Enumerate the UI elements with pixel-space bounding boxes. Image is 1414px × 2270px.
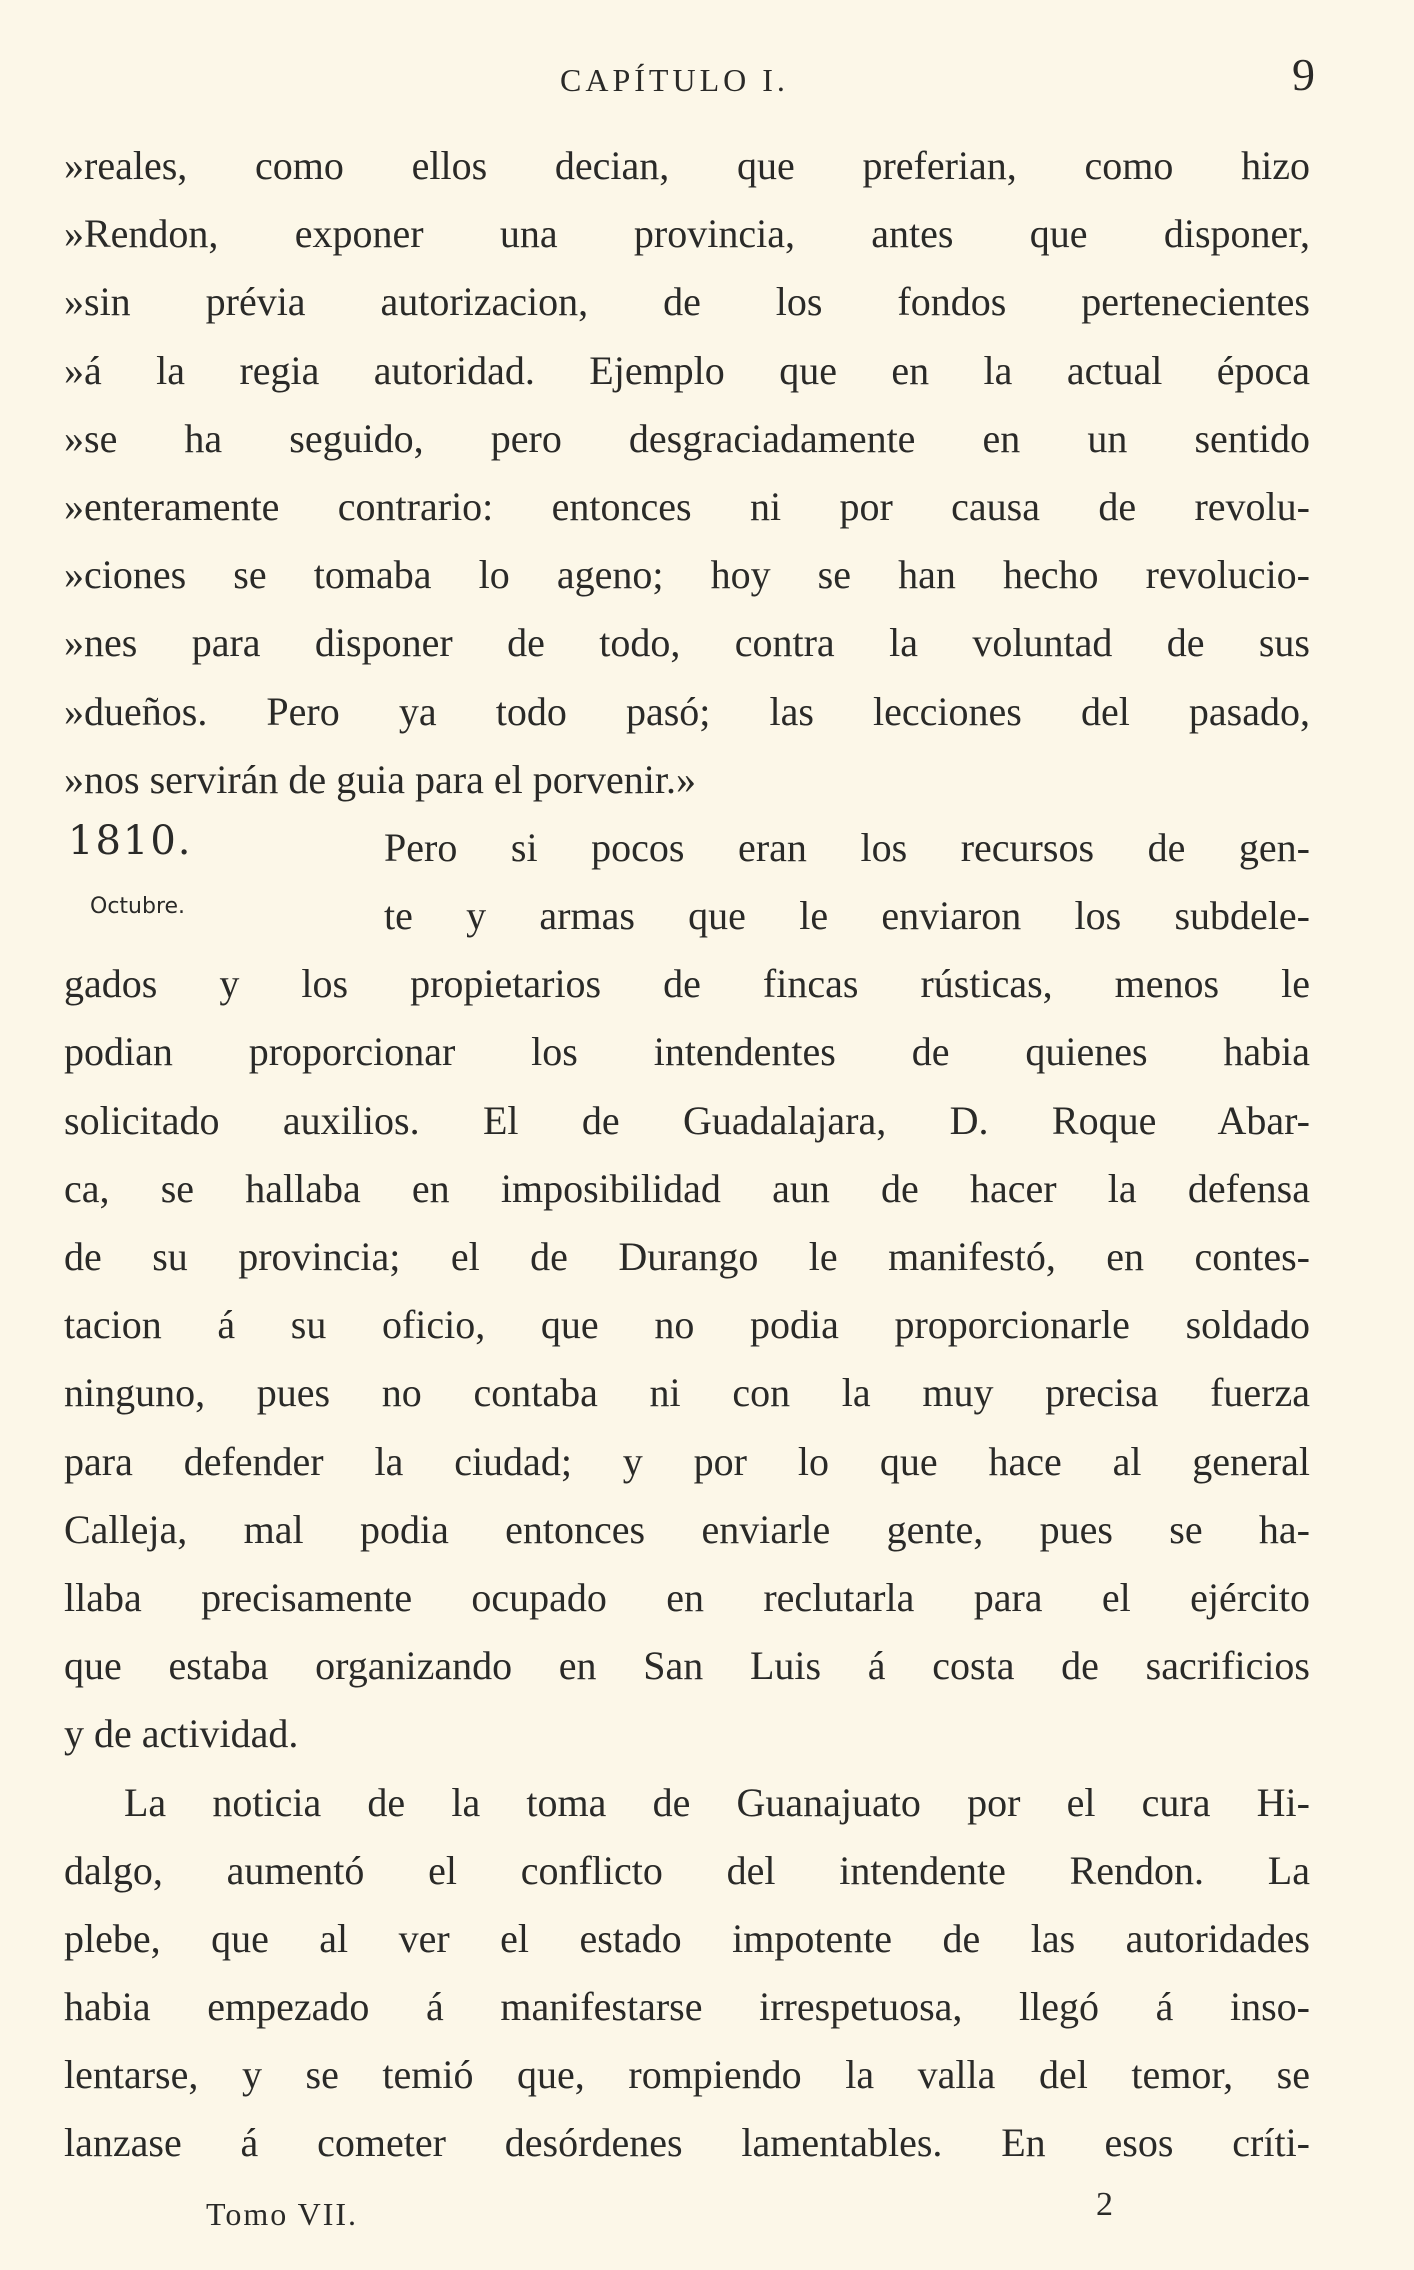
text-line: »á la regia autoridad. Ejemplo que en la actual época bbox=[64, 347, 1310, 393]
chapter-heading: CAPÍTULO I. bbox=[560, 62, 789, 98]
text-line: »se ha seguido, pero desgraciadamente en un sentido bbox=[64, 415, 1310, 461]
page-footer bbox=[0, 2186, 1414, 2246]
signature-mark: 2 bbox=[1096, 2186, 1113, 2223]
text-line: solicitado auxilios. El de Guadalajara, D. Roque Abar- bbox=[64, 1097, 1310, 1143]
text-line: para defender la ciudad; y por lo que hace al general bbox=[64, 1438, 1310, 1484]
text-line: »reales, como ellos decian, que preferian, como hizo bbox=[64, 143, 1310, 188]
text-line: »ciones se tomaba lo ageno; hoy se han hecho revolucio- bbox=[64, 552, 1310, 598]
text-line: »enteramente contrario: entonces ni por causa de revolu- bbox=[64, 483, 1310, 529]
text-line: »sin prévia autorizacion, de los fondos pertenecientes bbox=[64, 279, 1310, 325]
text-line: »nes para disponer de todo, contra la voluntad de sus bbox=[64, 620, 1310, 666]
text-line: tacion á su oficio, que no podia proporcionarle soldado bbox=[64, 1302, 1310, 1348]
text-line: »dueños. Pero ya todo pasó; las lecciones del pasado, bbox=[64, 688, 1310, 734]
text-line: »nos servirán de guia para el porvenir.» bbox=[64, 756, 697, 802]
paragraph-2 bbox=[64, 1769, 1310, 2178]
text-line: y de actividad. bbox=[64, 1711, 299, 1757]
text-line: de su provincia; el de Durango le manifestó, en contes- bbox=[64, 1234, 1310, 1279]
body-text bbox=[64, 132, 1310, 2178]
text-line: lanzase á cometer desórdenes lamentables. En esos críti- bbox=[64, 2120, 1310, 2166]
text-line: La noticia de la toma de Guanajuato por el cura Hi- bbox=[124, 1779, 1310, 1825]
volume-label: Tomo VII. bbox=[206, 2196, 359, 2232]
text-line: ca, se hallaba en imposibilidad aun de hacer la defensa bbox=[64, 1165, 1310, 1211]
text-line: te y armas que le enviaron los subdele- bbox=[384, 893, 1310, 939]
text-line: lentarse, y se temió que, rompiendo la valla del temor, se bbox=[64, 2052, 1310, 2098]
margin-year: 1810. bbox=[68, 817, 193, 864]
quote-block bbox=[64, 132, 1310, 814]
text-line: llaba precisamente ocupado en reclutarla para el ejército bbox=[64, 1574, 1310, 1620]
text-line: Calleja, mal podia entonces enviarle gente, pues se ha- bbox=[64, 1506, 1310, 1552]
margin-lines bbox=[384, 814, 1310, 950]
margin-month: Octubre. bbox=[90, 893, 186, 919]
text-line: gados y los propietarios de fincas rústicas, menos le bbox=[64, 961, 1310, 1007]
text-line: ninguno, pues no contaba ni con la muy precisa fuerza bbox=[64, 1370, 1310, 1416]
text-line: podian proporcionar los intendentes de quienes habia bbox=[64, 1029, 1310, 1075]
page-number: 9 bbox=[1292, 49, 1315, 100]
text-line: plebe, que al ver el estado impotente de las autoridades bbox=[64, 1915, 1310, 1961]
text-line: que estaba organizando en San Luis á costa de sacrificios bbox=[64, 1643, 1310, 1689]
paragraph-1 bbox=[64, 814, 1310, 1769]
running-head bbox=[0, 48, 1414, 108]
text-line: Pero si pocos eran los recursos de gen- bbox=[384, 824, 1310, 870]
text-line: dalgo, aumentó el conflicto del intendente Rendon. La bbox=[64, 1847, 1310, 1893]
text-line: »Rendon, exponer una provincia, antes que disponer, bbox=[64, 211, 1310, 257]
text-line: habia empezado á manifestarse irrespetuosa, llegó á inso- bbox=[64, 1984, 1310, 2030]
margin-block bbox=[64, 814, 1310, 950]
